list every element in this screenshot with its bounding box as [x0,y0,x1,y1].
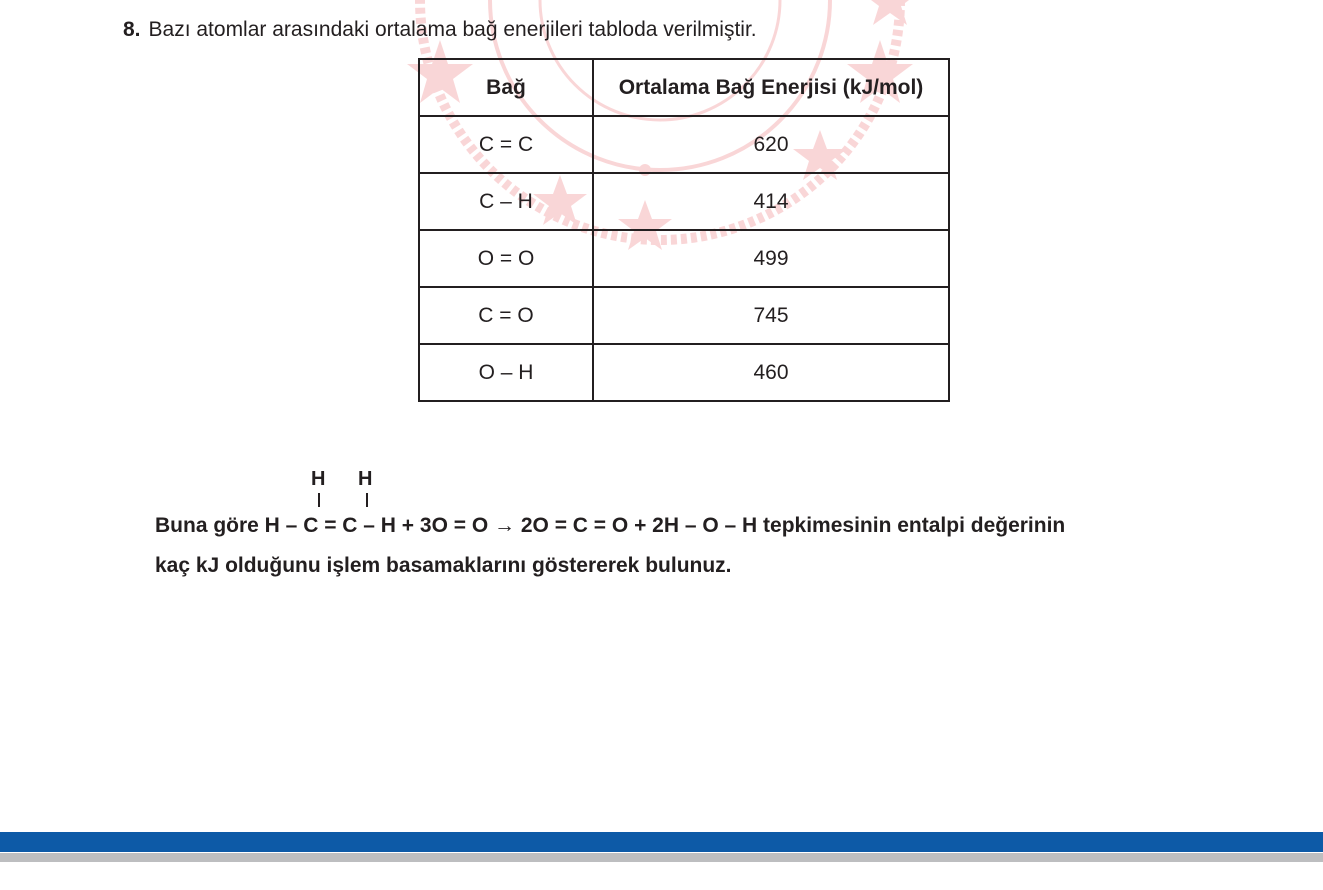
table-row [419,230,949,287]
energy-cell: 414 [593,173,949,230]
h-substituent-2: H [358,468,373,490]
bond-line-1 [318,493,320,507]
question-number: 8. [123,18,141,41]
header-energy: Ortalama Bağ Enerjisi (kJ/mol) [593,59,949,116]
table-row [419,287,949,344]
bond-cell: O = O [419,230,593,287]
bond-cell: C – H [419,173,593,230]
reaction-equation: Buna göre H – C = C – H + 3O = O → 2O = C = O + 2H – O – H tepkimesinin entalpi değerinin [155,514,1066,537]
table-header-row [419,59,949,116]
energy-cell: 620 [593,116,949,173]
footer-bar-gray [0,853,1323,862]
table-row [419,116,949,173]
header-bond: Bağ [419,59,593,116]
question-stem [123,18,757,42]
table-row [419,173,949,230]
question-instruction: kaç kJ olduğunu işlem basamaklarını göstererek bulunuz. [155,554,732,577]
table-row [419,344,949,401]
bond-cell: C = O [419,287,593,344]
energy-cell: 460 [593,344,949,401]
bond-energy-table [418,58,950,402]
h-substituent-1: H [311,468,326,490]
question-text: Bazı atomlar arasındaki ortalama bağ enerjileri tabloda verilmiştir. [148,18,757,41]
energy-cell: 745 [593,287,949,344]
bond-cell: C = C [419,116,593,173]
footer-bar-blue [0,832,1323,852]
bond-cell: O – H [419,344,593,401]
bond-line-2 [366,493,368,507]
energy-cell: 499 [593,230,949,287]
